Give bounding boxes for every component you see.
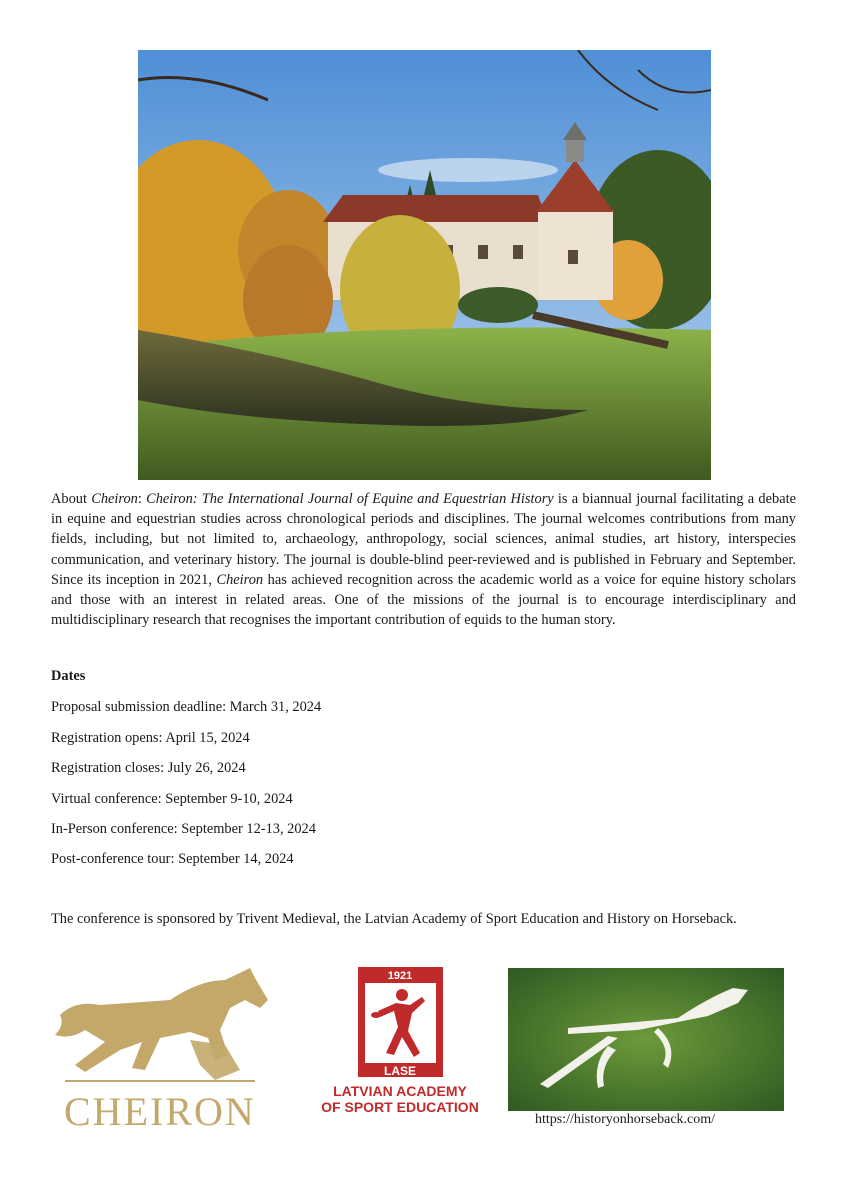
dates-heading: Dates	[51, 668, 86, 684]
lase-line-2: OF SPORT EDUCATION	[321, 1099, 479, 1115]
date-registration-opens: Registration opens: April 15, 2024	[51, 730, 250, 746]
castle-photo	[138, 50, 711, 480]
about-body-1: is a biannual journal facilitating a debate in equine and equestrian studies across chronological periods and disciplines. The journal welcomes contributions from many fields, including, but not limited to, archaeology, anthropology, social sciences, animal studies, art history, interspecies communication, and veterinary history. The journal is double-blind peer-reviewed and is published in February and September. Since its inception in 2021,	[51, 491, 796, 588]
about-colon: :	[137, 491, 147, 507]
about-lead: About	[51, 491, 92, 507]
lase-full-name	[312, 1083, 488, 1115]
history-on-horseback-url[interactable]: https://historyonhorseback.com/	[535, 1112, 716, 1127]
date-proposal-deadline: Proposal submission deadline: March 31, 2024	[51, 699, 322, 715]
white-horse-aerial-photo	[508, 968, 784, 1111]
journal-name-2: Cheiron	[216, 571, 264, 588]
lase-year: 1921	[387, 970, 413, 982]
date-virtual-conference: Virtual conference: September 9-10, 2024	[51, 791, 293, 807]
journal-name: Cheiron	[91, 491, 138, 507]
date-post-conference-tour: Post-conference tour: September 14, 2024	[51, 851, 294, 867]
journal-full-title: Cheiron: The International Journal of Equine and Equestrian History	[146, 491, 554, 507]
lase-line-1: LATVIAN ACADEMY	[333, 1083, 467, 1099]
cheiron-wordmark: CHEIRON	[64, 1089, 256, 1134]
about-body-2: has achieved recognition across the academic world as a voice for equine history scholars and those with an interest in related areas. One of the missions of the journal is to encourage interdisciplinary and multidisciplinary research that recognises the important contribution of equids to the human story.	[51, 571, 797, 629]
date-registration-closes: Registration closes: July 26, 2024	[51, 760, 246, 776]
date-in-person-conference: In-Person conference: September 12-13, 2024	[51, 821, 316, 837]
sponsor-statement: The conference is sponsored by Trivent Medieval, the Latvian Academy of Sport Education and History on Horseback.	[51, 911, 737, 927]
about-paragraph	[51, 489, 796, 630]
horse-icon	[50, 960, 270, 1085]
lase-acronym: LASE	[383, 1064, 417, 1078]
